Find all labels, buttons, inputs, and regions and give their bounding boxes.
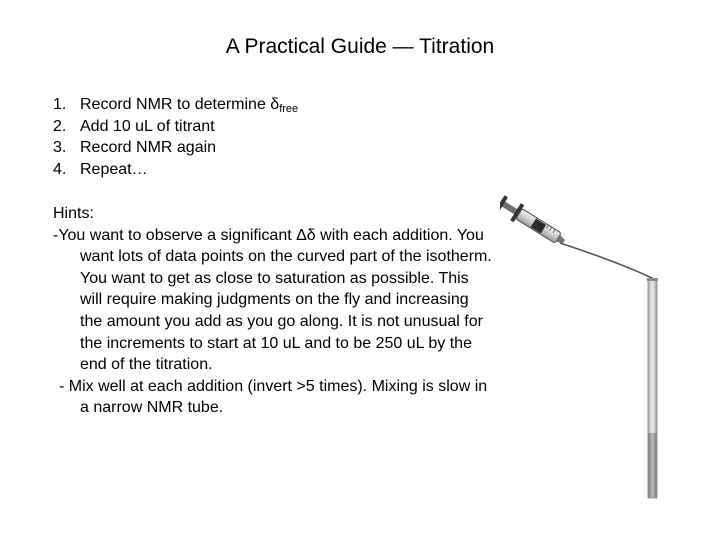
delta-delta-symbol: Δδ — [296, 226, 316, 244]
syringe-icon — [500, 194, 652, 286]
nmr-tube-icon — [647, 278, 658, 498]
step-item — [53, 94, 298, 116]
step-text: Record NMR again — [80, 139, 217, 156]
hint-text: -You want to observe a significant — [53, 226, 297, 244]
hints-section — [53, 203, 493, 419]
slide-title: A Practical Guide — Titration — [225, 35, 495, 58]
hint-item — [53, 225, 493, 376]
step-text: Record NMR to determine — [80, 96, 271, 113]
step-item — [53, 159, 298, 181]
free-subscript: free — [279, 103, 299, 115]
step-item — [53, 137, 298, 159]
step-number: 3. — [53, 139, 67, 156]
step-text: Repeat… — [80, 160, 148, 178]
step-number: 1. — [53, 96, 67, 113]
hint-item: - Mix well at each addition (invert >5 times). Mixing is slow in a narrow NMR tube. — [59, 377, 488, 417]
hints-heading: Hints: — [53, 205, 94, 222]
step-item — [53, 116, 298, 138]
hint-text: with each addition. You want lots of data points on the curved part of the isotherm. You want to get as close to saturation as possible. This will require making judgments on the fly and increasing the amount you add as you go along. It is not unusual for the increments to start at 10 uL and to be 250 uL by the end of the titration. — [80, 226, 492, 374]
step-text: Add 10 uL of titrant — [80, 117, 215, 135]
step-number: 4. — [53, 160, 67, 178]
step-number: 2. — [53, 117, 67, 135]
delta-symbol: δ — [270, 96, 280, 113]
titration-illustration — [500, 190, 670, 510]
procedure-steps — [53, 94, 298, 180]
